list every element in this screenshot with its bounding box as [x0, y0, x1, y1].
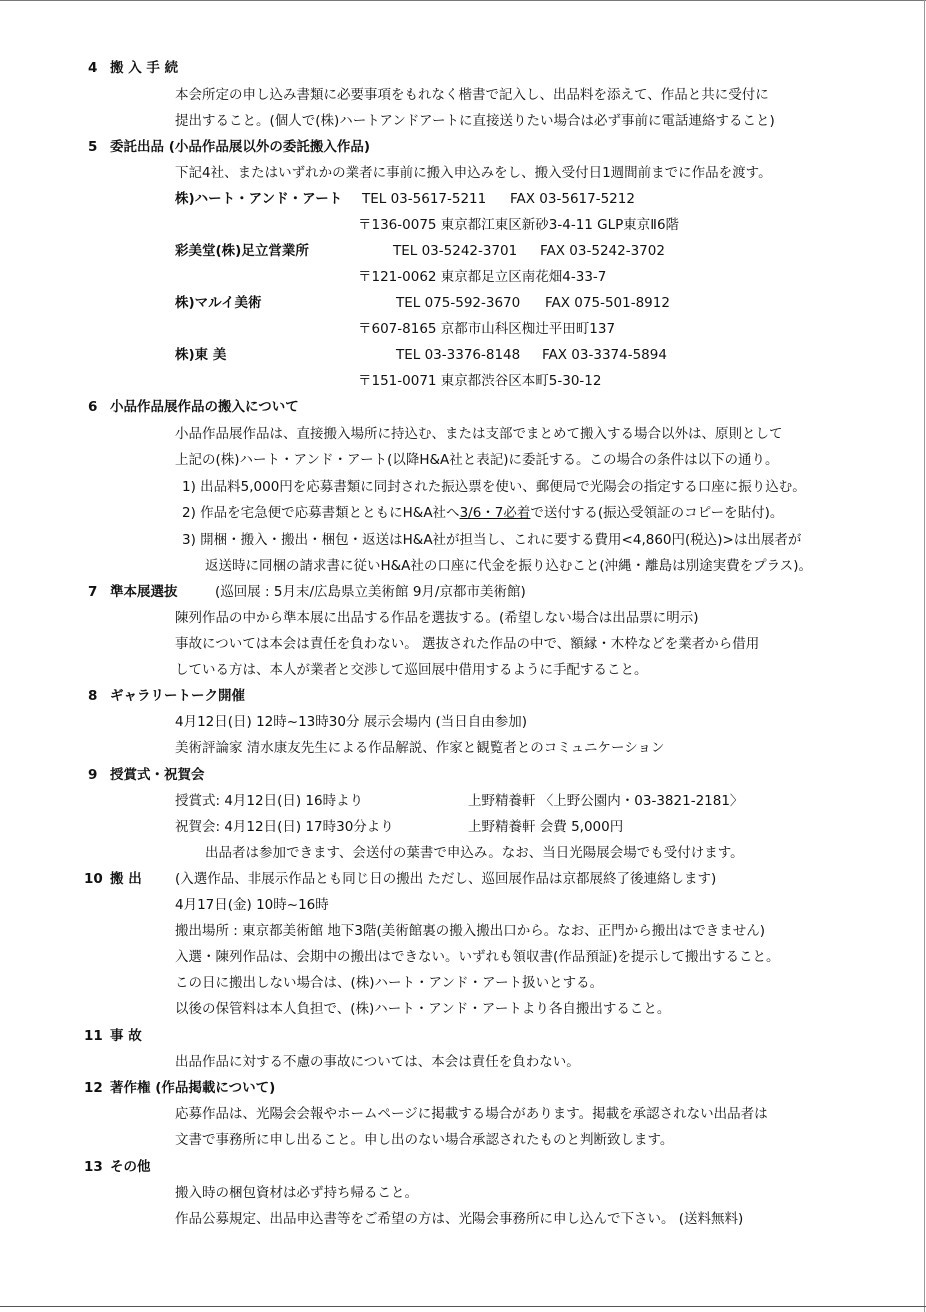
deadline-underlined: 3/6・7必着: [459, 505, 531, 521]
body-line: 搬出場所 : 東京都美術館 地下3階(美術館裏の搬入搬出口から。なお、正門から搬出はできません): [175, 923, 766, 939]
body-line: 上記の(株)ハート・アンド・アート(以降H&A社と表記)に委託する。この場合の条件は以下の通り。: [175, 452, 779, 468]
page-border-right: [924, 0, 925, 1312]
body-line: 小品作品展作品は、直接搬入場所に持込む、または支部でまとめて搬入する場合以外は、原則として: [175, 426, 783, 442]
section-number: 13: [84, 1159, 103, 1175]
event-time: 授賞式: 4月12日(日) 16時より: [175, 793, 364, 809]
body-line: 出品者は参加できます、会送付の葉書で申込み。なお、当日光陽展会場でも受付けます。: [205, 845, 744, 861]
body-line: 本会所定の申し込み書類に必要事項をもれなく楷書で記入し、出品料を添えて、作品と共に受付に: [175, 87, 769, 103]
body-line: 応募作品は、光陽会会報やホームページに掲載する場合があります。掲載を承認されない出品者は: [175, 1106, 768, 1122]
body-line: 作品公募規定、出品申込書等をご希望の方は、光陽会事務所に申し込んで下さい。 (送料無料): [175, 1211, 744, 1227]
body-line: している方は、本人が業者と交渉して巡回展中借用するように手配すること。: [175, 662, 648, 678]
section-subtitle: (入選作品、非展示作品とも同じ日の搬出 ただし、巡回展作品は京都展終了後連絡します): [175, 871, 717, 887]
company-address: 〒607-8165 京都市山科区椥辻平田町137: [358, 321, 616, 337]
company-name: 彩美堂(株)足立営業所: [175, 243, 309, 259]
section-heading: 授賞式・祝賀会: [110, 767, 205, 783]
section-heading: 準本展選抜: [110, 584, 178, 600]
list-item-text: で送付する(振込受領証のコピーを貼付)。: [530, 505, 784, 521]
body-line: 事故については本会は責任を負わない。 選抜された作品の中で、額縁・木枠などを業者から借用: [175, 636, 760, 652]
company-address: 〒121-0062 東京都足立区南花畑4-33-7: [358, 269, 607, 285]
section-number: 10: [84, 871, 103, 887]
event-venue: 上野精養軒 会費 5,000円: [468, 819, 624, 835]
company-fax: FAX 03-5617-5212: [510, 191, 635, 207]
company-fax: FAX 03-3374-5894: [542, 347, 667, 363]
body-line: 搬入時の梱包資材は必ず持ち帰ること。: [175, 1185, 418, 1201]
body-line: 提出すること。(個人で(株)ハートアンドアートに直接送りたい場合は必ず事前に電話連絡すること): [175, 113, 775, 129]
body-line: 4月12日(日) 12時~13時30分 展示会場内 (当日自由参加): [175, 714, 528, 730]
event-time: 祝賀会: 4月12日(日) 17時30分より: [175, 819, 394, 835]
company-tel: TEL 03-3376-8148: [396, 347, 521, 363]
list-item: [182, 503, 783, 523]
section-heading: 委託出品 (小品作品展以外の委託搬入作品): [110, 139, 371, 155]
section-number: 12: [84, 1080, 103, 1096]
section-heading: 著作権 (作品掲載について): [110, 1080, 276, 1096]
section-number: 9: [88, 767, 98, 783]
company-tel: TEL 03-5617-5211: [362, 191, 487, 207]
section-heading: 搬 出: [110, 871, 142, 887]
section-heading: ギャラリートーク開催: [110, 688, 245, 704]
body-line: 4月17日(金) 10時~16時: [175, 897, 329, 913]
list-item: 3) 開梱・搬入・搬出・梱包・返送はH&A社が担当し、これに要する費用<4,860円(税込)>は出展者が: [182, 532, 802, 548]
section-number: 5: [88, 139, 98, 155]
page-border-bottom: [0, 1306, 926, 1307]
section-subtitle: (巡回展 : 5月末/広島県立美術館 9月/京都市美術館): [215, 584, 526, 600]
company-name: 株)マルイ美術: [175, 295, 262, 311]
section-heading: その他: [110, 1159, 151, 1175]
company-fax: FAX 03-5242-3702: [540, 243, 665, 259]
company-tel: TEL 03-5242-3701: [393, 243, 518, 259]
section-number: 6: [88, 399, 98, 415]
body-line: 入選・陳列作品は、会期中の搬出はできない。いずれも領収書(作品預証)を提示して搬出すること。: [175, 949, 780, 965]
section-heading: 搬 入 手 続: [110, 60, 179, 76]
page-border-top: [0, 0, 926, 1]
event-venue: 上野精養軒 〈上野公園内・03-3821-2181〉: [468, 793, 744, 809]
body-line: 陳列作品の中から準本展に出品する作品を選抜する。(希望しない場合は出品票に明示): [175, 610, 699, 626]
company-tel: TEL 075-592-3670: [396, 295, 521, 311]
body-line: 以後の保管料は本人負担で、(株)ハート・アンド・アートより各自搬出すること。: [175, 1001, 671, 1017]
company-fax: FAX 075-501-8912: [545, 295, 670, 311]
section-heading: 小品作品展作品の搬入について: [110, 399, 299, 415]
body-line: 美術評論家 清水康友先生による作品解説、作家と観覧者とのコミュニケーション: [175, 740, 665, 756]
body-line: この日に搬出しない場合は、(株)ハート・アンド・アート扱いとする。: [175, 975, 604, 991]
body-line: 文書で事務所に申し出ること。申し出のない場合承認されたものと判断致します。: [175, 1132, 674, 1148]
body-line: 出品作品に対する不慮の事故については、本会は責任を負わない。: [175, 1054, 580, 1070]
company-address: 〒136-0075 東京都江東区新砂3-4-11 GLP東京Ⅱ6階: [358, 217, 680, 233]
list-item-continued: 返送時に同梱の請求書に従いH&A社の口座に代金を振り込むこと(沖縄・離島は別途実費をプラス)。: [205, 558, 813, 574]
section-number: 4: [88, 60, 98, 76]
section-number: 11: [84, 1028, 103, 1044]
body-line: 下記4社、またはいずれかの業者に事前に搬入申込みをし、搬入受付日1週間前までに作品を渡す。: [175, 165, 772, 181]
list-item: 1) 出品料5,000円を応募書類に同封された振込票を使い、郵便局で光陽会の指定する口座に振り込む。: [182, 479, 806, 495]
company-name: 株)東 美: [175, 347, 227, 363]
list-item-text: 2) 作品を宅急便で応募書類とともにH&A社へ: [182, 505, 460, 521]
company-address: 〒151-0071 東京都渋谷区本町5-30-12: [358, 373, 602, 389]
section-heading: 事 故: [110, 1028, 142, 1044]
section-number: 7: [88, 584, 98, 600]
section-number: 8: [88, 688, 98, 704]
company-name: 株)ハート・アンド・アート: [175, 191, 343, 207]
